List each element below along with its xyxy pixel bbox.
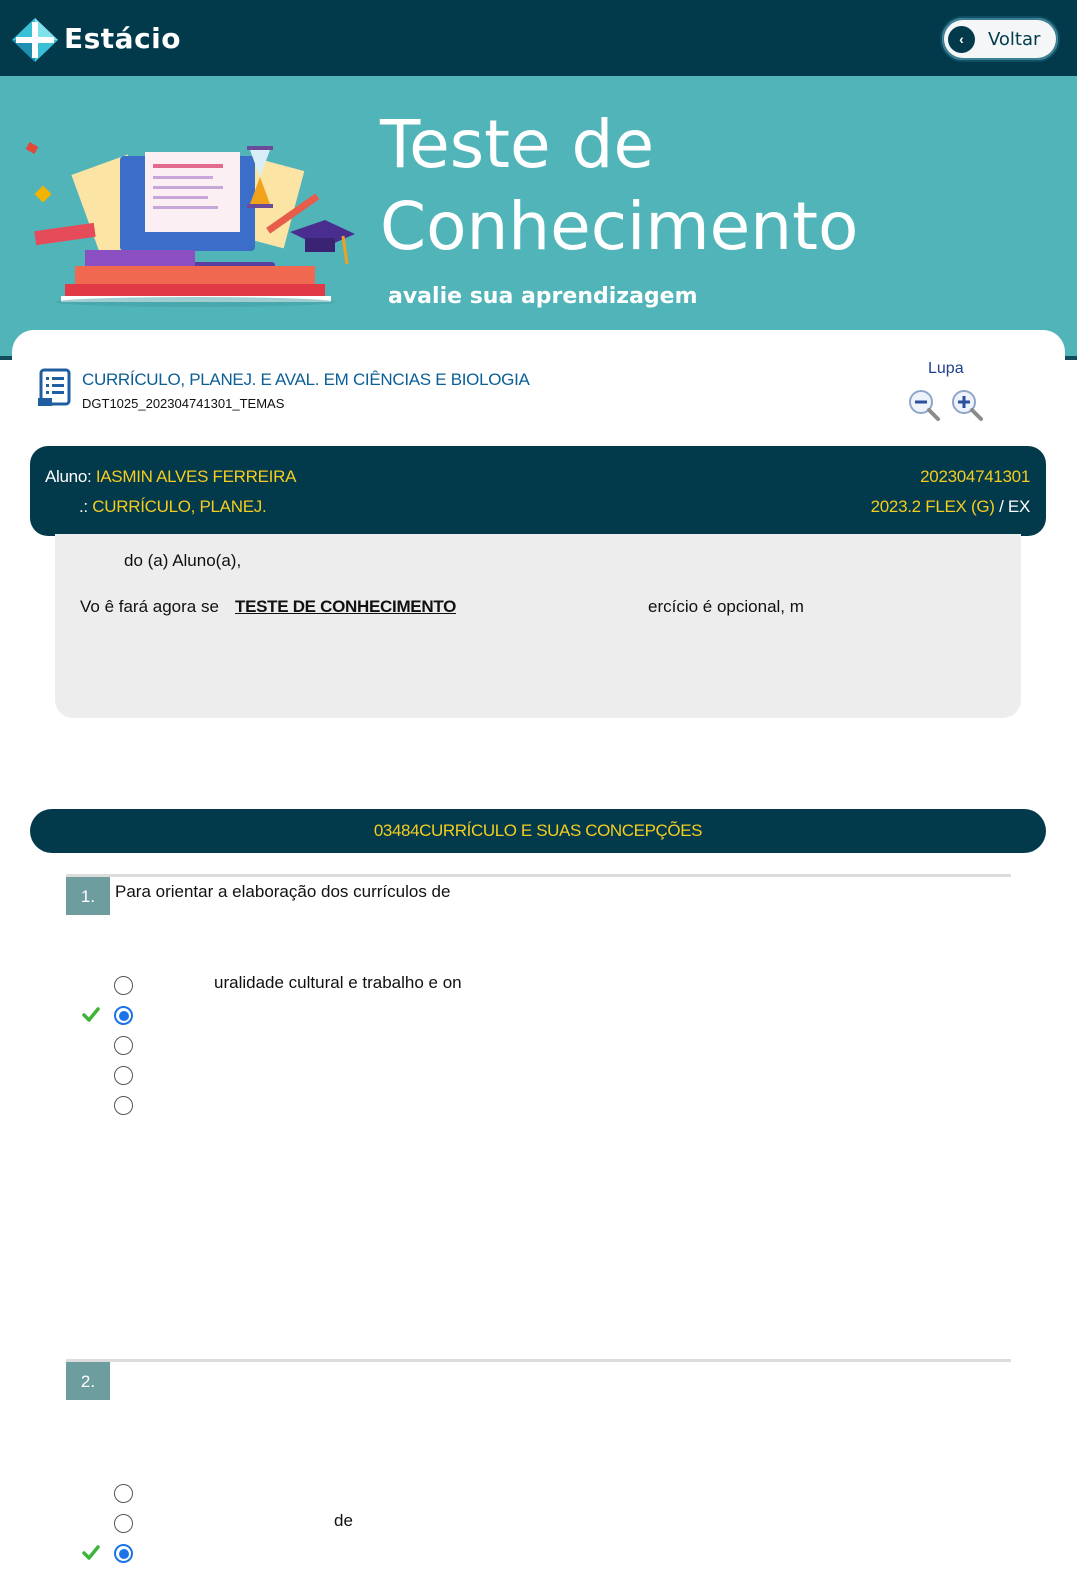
test-link[interactable]: TESTE DE CONHECIMENTO bbox=[235, 597, 457, 616]
question-number: 1. bbox=[66, 877, 110, 915]
answer-radio[interactable] bbox=[114, 1036, 133, 1055]
turma-suffix: EX bbox=[1007, 497, 1030, 516]
answer-text: de bbox=[334, 1511, 353, 1530]
checkmark-icon bbox=[82, 1544, 100, 1560]
brand-name: Estácio bbox=[64, 22, 182, 55]
course-code: DGT1025_202304741301_TEMAS bbox=[82, 396, 285, 411]
student-info-bar bbox=[30, 446, 1046, 536]
question-divider bbox=[66, 874, 1011, 877]
document-list-icon bbox=[38, 368, 74, 408]
back-button-label: Voltar bbox=[988, 29, 1041, 50]
answer-radio[interactable] bbox=[114, 976, 133, 995]
answer-radio-selected[interactable] bbox=[114, 1006, 133, 1025]
study-illustration-icon bbox=[25, 132, 365, 362]
answer-radio[interactable] bbox=[114, 1484, 133, 1503]
zoom-in-icon[interactable] bbox=[950, 388, 984, 422]
student-matricula: 202304741301 bbox=[920, 467, 1030, 486]
student-turma: 2023.2 FLEX (G) bbox=[870, 497, 995, 516]
answer-radio[interactable] bbox=[114, 1066, 133, 1085]
student-turma-row bbox=[871, 497, 1030, 517]
student-course-row bbox=[79, 497, 266, 517]
answer-radio[interactable] bbox=[114, 1514, 133, 1533]
answer-radio[interactable] bbox=[114, 1096, 133, 1115]
estacio-logo-icon bbox=[10, 16, 60, 64]
hero-title bbox=[380, 104, 980, 268]
instructions-text-start: Vo ê fará agora se bbox=[80, 597, 219, 616]
question-text: Para orientar a elaboração dos currículos de bbox=[115, 882, 451, 901]
student-course-prefix: .: bbox=[79, 497, 93, 516]
question-number: 2. bbox=[66, 1362, 110, 1400]
chevron-left-icon: ‹ bbox=[948, 26, 975, 53]
course-title: CURRÍCULO, PLANEJ. E AVAL. EM CIÊNCIAS E BIOLOGIA bbox=[82, 370, 530, 389]
checkmark-icon bbox=[82, 1006, 100, 1022]
student-name-label: Aluno: bbox=[45, 467, 96, 486]
question-divider bbox=[66, 1359, 1011, 1362]
student-name: IASMIN ALVES FERREIRA bbox=[95, 467, 297, 486]
top-bar bbox=[0, 0, 1077, 76]
hero-subtitle: avalie sua aprendizagem bbox=[388, 284, 698, 309]
answer-text: uralidade cultural e trabalho e on bbox=[214, 973, 462, 992]
hero-title-line2: Conhecimento bbox=[380, 188, 859, 265]
topic-header bbox=[30, 809, 1046, 853]
instructions-text-end: ercício é opcional, m bbox=[648, 597, 804, 616]
hero-banner bbox=[0, 76, 1077, 360]
topic-title: 03484CURRÍCULO E SUAS CONCEPÇÕES bbox=[373, 821, 703, 840]
student-course: CURRÍCULO, PLANEJ. bbox=[92, 497, 267, 516]
hero-title-line1: Teste de bbox=[380, 106, 655, 183]
instructions-greeting: do (a) Aluno(a), bbox=[124, 551, 242, 570]
zoom-out-icon[interactable] bbox=[907, 388, 941, 422]
student-name-row bbox=[45, 467, 296, 487]
answer-radio-selected[interactable] bbox=[114, 1544, 133, 1563]
turma-separator: / bbox=[994, 497, 1008, 516]
magnifier-label: Lupa bbox=[928, 360, 964, 377]
back-button[interactable] bbox=[940, 16, 1060, 62]
